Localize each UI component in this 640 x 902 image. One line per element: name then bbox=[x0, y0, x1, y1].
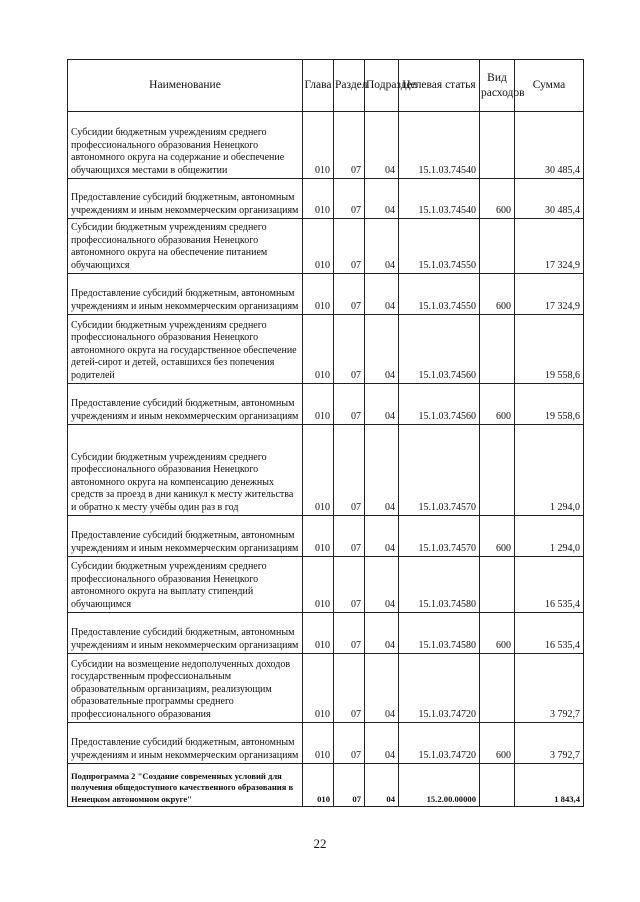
row-podrazdel: 04 bbox=[365, 425, 399, 516]
row-vid-raskhodov: 600 bbox=[480, 384, 515, 425]
row-tselevaya-statya: 15.2.00.00000 bbox=[399, 764, 480, 807]
row-name: Предоставление субсидий бюджетным, автономным учреждениям и иным некоммерческим организациям bbox=[68, 723, 303, 764]
table-header-row bbox=[68, 60, 584, 112]
table-row bbox=[68, 425, 584, 516]
header-summa: Сумма bbox=[515, 60, 584, 112]
row-glava: 010 bbox=[303, 219, 334, 274]
row-razdel: 07 bbox=[334, 654, 365, 723]
row-summa: 16 535,4 bbox=[515, 557, 584, 613]
table-row bbox=[68, 274, 584, 315]
row-summa: 1 294,0 bbox=[515, 516, 584, 557]
table-row bbox=[68, 219, 584, 274]
header-vid-raskhodov: Вид расходов bbox=[480, 60, 515, 112]
header-name: Наименование bbox=[68, 60, 303, 112]
row-name: Субсидии бюджетным учреждениям среднего профессионального образования Ненецкого автономного округа на компенсацию денежных средств за проезд в дни каникул к месту жительства и обратно к месту учёбы один раз в год bbox=[68, 425, 303, 516]
row-summa: 3 792,7 bbox=[515, 723, 584, 764]
row-razdel: 07 bbox=[334, 425, 365, 516]
row-glava: 010 bbox=[303, 764, 334, 807]
row-vid-raskhodov bbox=[480, 219, 515, 274]
row-glava: 010 bbox=[303, 654, 334, 723]
row-glava: 010 bbox=[303, 425, 334, 516]
row-vid-raskhodov: 600 bbox=[480, 274, 515, 315]
row-glava: 010 bbox=[303, 274, 334, 315]
row-razdel: 07 bbox=[334, 384, 365, 425]
table-row bbox=[68, 112, 584, 179]
row-name: Субсидии на возмещение недополученных доходов государственным профессиональным образовательным организациям, реализующим образовательные программы среднего профессионального образования bbox=[68, 654, 303, 723]
row-razdel: 07 bbox=[334, 112, 365, 179]
row-summa: 1 843,4 bbox=[515, 764, 584, 807]
table-row bbox=[68, 315, 584, 384]
table-row bbox=[68, 179, 584, 219]
row-podrazdel: 04 bbox=[365, 516, 399, 557]
row-glava: 010 bbox=[303, 723, 334, 764]
row-glava: 010 bbox=[303, 516, 334, 557]
row-podrazdel: 04 bbox=[365, 557, 399, 613]
table-row bbox=[68, 723, 584, 764]
row-tselevaya-statya: 15.1.03.74560 bbox=[399, 315, 480, 384]
row-glava: 010 bbox=[303, 179, 334, 219]
table-row bbox=[68, 557, 584, 613]
row-podrazdel: 04 bbox=[365, 613, 399, 654]
row-name: Субсидии бюджетным учреждениям среднего профессионального образования Ненецкого автономного округа на государственное обеспечение детей-сирот и детей, оставшихся без попечения родителей bbox=[68, 315, 303, 384]
row-podrazdel: 04 bbox=[365, 274, 399, 315]
row-summa: 19 558,6 bbox=[515, 315, 584, 384]
row-tselevaya-statya: 15.1.03.74550 bbox=[399, 219, 480, 274]
row-summa: 30 485,4 bbox=[515, 112, 584, 179]
row-vid-raskhodov: 600 bbox=[480, 613, 515, 654]
row-name: Предоставление субсидий бюджетным, автономным учреждениям и иным некоммерческим организациям bbox=[68, 384, 303, 425]
row-razdel: 07 bbox=[334, 516, 365, 557]
row-name: Субсидии бюджетным учреждениям среднего профессионального образования Ненецкого автономного округа на обеспечение питанием обучающихся bbox=[68, 219, 303, 274]
row-name: Субсидии бюджетным учреждениям среднего профессионального образования Ненецкого автономного округа на содержание и обеспечение обучающихся местами в общежитии bbox=[68, 112, 303, 179]
row-razdel: 07 bbox=[334, 179, 365, 219]
row-tselevaya-statya: 15.1.03.74580 bbox=[399, 613, 480, 654]
row-podrazdel: 04 bbox=[365, 723, 399, 764]
row-name: Предоставление субсидий бюджетным, автономным учреждениям и иным некоммерческим организациям bbox=[68, 274, 303, 315]
row-vid-raskhodov: 600 bbox=[480, 723, 515, 764]
row-razdel: 07 bbox=[334, 723, 365, 764]
row-podrazdel: 04 bbox=[365, 654, 399, 723]
row-glava: 010 bbox=[303, 557, 334, 613]
row-summa: 19 558,6 bbox=[515, 384, 584, 425]
row-name: Предоставление субсидий бюджетным, автономным учреждениям и иным некоммерческим организациям bbox=[68, 516, 303, 557]
row-summa: 30 485,4 bbox=[515, 179, 584, 219]
row-podrazdel: 04 bbox=[365, 315, 399, 384]
row-glava: 010 bbox=[303, 613, 334, 654]
row-razdel: 07 bbox=[334, 219, 365, 274]
row-summa: 17 324,9 bbox=[515, 219, 584, 274]
row-razdel: 07 bbox=[334, 764, 365, 807]
row-podrazdel: 04 bbox=[365, 112, 399, 179]
row-name: Субсидии бюджетным учреждениям среднего профессионального образования Ненецкого автономного округа на выплату стипендий обучающимся bbox=[68, 557, 303, 613]
row-summa: 3 792,7 bbox=[515, 654, 584, 723]
row-tselevaya-statya: 15.1.03.74540 bbox=[399, 179, 480, 219]
row-vid-raskhodov: 600 bbox=[480, 179, 515, 219]
row-tselevaya-statya: 15.1.03.74560 bbox=[399, 384, 480, 425]
row-tselevaya-statya: 15.1.03.74720 bbox=[399, 723, 480, 764]
row-tselevaya-statya: 15.1.03.74570 bbox=[399, 425, 480, 516]
row-podrazdel: 04 bbox=[365, 384, 399, 425]
row-vid-raskhodov: 600 bbox=[480, 516, 515, 557]
budget-table bbox=[67, 59, 584, 807]
row-tselevaya-statya: 15.1.03.74720 bbox=[399, 654, 480, 723]
row-name: Подпрограмма 2 "Создание современных условий для получения общедоступного качественного образования в Ненецком автономном округе" bbox=[68, 764, 303, 807]
header-tselevaya-statya: Целевая статья bbox=[399, 60, 480, 112]
table-row bbox=[68, 654, 584, 723]
row-vid-raskhodov bbox=[480, 315, 515, 384]
row-podrazdel: 04 bbox=[365, 764, 399, 807]
table-body bbox=[68, 112, 584, 807]
table-row bbox=[68, 613, 584, 654]
row-razdel: 07 bbox=[334, 557, 365, 613]
row-glava: 010 bbox=[303, 112, 334, 179]
row-razdel: 07 bbox=[334, 613, 365, 654]
row-vid-raskhodov bbox=[480, 112, 515, 179]
row-summa: 16 535,4 bbox=[515, 613, 584, 654]
row-tselevaya-statya: 15.1.03.74540 bbox=[399, 112, 480, 179]
row-razdel: 07 bbox=[334, 274, 365, 315]
row-glava: 010 bbox=[303, 384, 334, 425]
row-tselevaya-statya: 15.1.03.74550 bbox=[399, 274, 480, 315]
row-vid-raskhodov bbox=[480, 764, 515, 807]
row-vid-raskhodov bbox=[480, 557, 515, 613]
row-summa: 1 294,0 bbox=[515, 425, 584, 516]
row-vid-raskhodov bbox=[480, 425, 515, 516]
table-row bbox=[68, 516, 584, 557]
row-name: Предоставление субсидий бюджетным, автономным учреждениям и иным некоммерческим организациям bbox=[68, 179, 303, 219]
row-tselevaya-statya: 15.1.03.74570 bbox=[399, 516, 480, 557]
row-summa: 17 324,9 bbox=[515, 274, 584, 315]
row-razdel: 07 bbox=[334, 315, 365, 384]
header-glava: Глава bbox=[303, 60, 334, 112]
row-vid-raskhodov bbox=[480, 654, 515, 723]
header-razdel: Раздел bbox=[334, 60, 365, 112]
row-tselevaya-statya: 15.1.03.74580 bbox=[399, 557, 480, 613]
row-name: Предоставление субсидий бюджетным, автономным учреждениям и иным некоммерческим организациям bbox=[68, 613, 303, 654]
row-podrazdel: 04 bbox=[365, 179, 399, 219]
row-podrazdel: 04 bbox=[365, 219, 399, 274]
table-row bbox=[68, 764, 584, 807]
page-number: 22 bbox=[313, 836, 327, 851]
row-glava: 010 bbox=[303, 315, 334, 384]
table-row bbox=[68, 384, 584, 425]
header-podrazdel: Подраздел bbox=[365, 60, 399, 112]
